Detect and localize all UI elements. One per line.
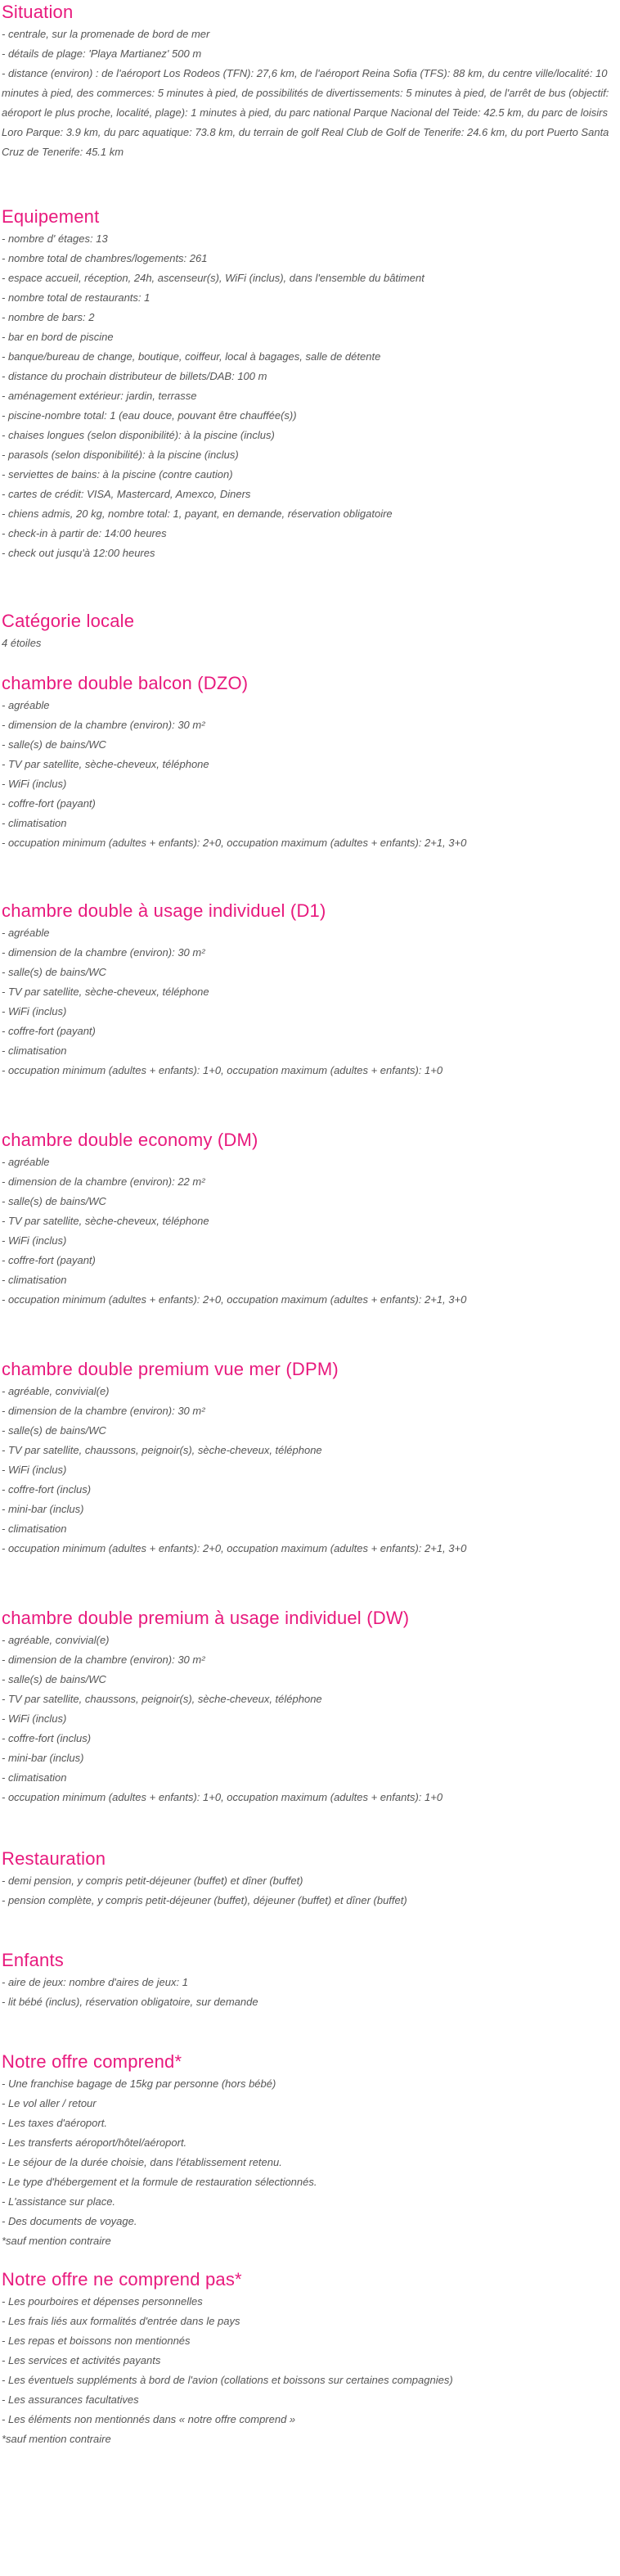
- list-item: - dimension de la chambre (environ): 22 m²: [2, 1175, 205, 1188]
- list-item: - TV par satellite, chaussons, peignoir(s), sèche-cheveux, téléphone: [2, 1444, 322, 1456]
- list-item: - mini-bar (inclus): [2, 1752, 84, 1764]
- restauration-list: [2, 1871, 620, 1911]
- section-title-equipement: Equipement: [2, 206, 100, 227]
- enfants-list: [2, 1973, 620, 2012]
- list-item: - climatisation: [2, 1044, 67, 1057]
- dw-list: [2, 1631, 620, 1807]
- dpm-list: [2, 1382, 620, 1559]
- list-item: - L'assistance sur place.: [2, 2195, 116, 2208]
- list-item: - nombre total de chambres/logements: 261: [2, 252, 208, 264]
- dzo-list: [2, 696, 620, 853]
- list-item: - salle(s) de bains/WC: [2, 1195, 106, 1207]
- list-item: - Les taxes d'aéroport.: [2, 2117, 107, 2129]
- list-item: - cartes de crédit: VISA, Mastercard, Amexco, Diners: [2, 488, 251, 500]
- list-item: - occupation minimum (adultes + enfants): 2+0, occupation maximum (adultes + enfants): 2+1, 3+0: [2, 837, 467, 849]
- section-room-dw: [2, 1606, 620, 1807]
- list-item: - TV par satellite, sèche-cheveux, téléphone: [2, 1215, 209, 1227]
- list-item: - climatisation: [2, 1523, 67, 1535]
- list-item: - occupation minimum (adultes + enfants): 2+0, occupation maximum (adultes + enfants): 2+1, 3+0: [2, 1293, 467, 1306]
- section-title-categorie: Catégorie locale: [2, 611, 135, 631]
- list-item: - chiens admis, 20 kg, nombre total: 1, payant, en demande, réservation obligatoire: [2, 508, 393, 520]
- list-item: - Les repas et boissons non mentionnés: [2, 2335, 191, 2347]
- list-item: *sauf mention contraire: [2, 2235, 111, 2247]
- section-offre-ne-comprend: [2, 2267, 620, 2449]
- comprend-list: [2, 2074, 620, 2251]
- list-item: - occupation minimum (adultes + enfants): 2+0, occupation maximum (adultes + enfants): 2+1, 3+0: [2, 1542, 467, 1554]
- list-item: - demi pension, y compris petit-déjeuner (buffet) et dîner (buffet): [2, 1874, 303, 1887]
- list-item: - dimension de la chambre (environ): 30 m²: [2, 719, 205, 731]
- list-item: - Les frais liés aux formalités d'entrée dans le pays: [2, 2315, 240, 2327]
- list-item: - nombre de bars: 2: [2, 311, 95, 323]
- list-item: - piscine-nombre total: 1 (eau douce, pouvant être chauffée(s)): [2, 409, 297, 422]
- list-item: - Des documents de voyage.: [2, 2215, 137, 2227]
- equipement-list: [2, 229, 620, 563]
- list-item: - coffre-fort (payant): [2, 797, 96, 810]
- list-item: - centrale, sur la promenade de bord de mer: [2, 28, 210, 40]
- section-situation: [2, 0, 620, 162]
- list-item: - agréable: [2, 927, 50, 939]
- list-item: - WiFi (inclus): [2, 1005, 67, 1017]
- section-title-enfants: Enfants: [2, 1950, 65, 1970]
- list-item: - serviettes de bains: à la piscine (contre caution): [2, 468, 233, 480]
- d1-list: [2, 923, 620, 1080]
- section-title-dm: chambre double economy (DM): [2, 1130, 258, 1150]
- list-item: - occupation minimum (adultes + enfants): 1+0, occupation maximum (adultes + enfants): 1+0: [2, 1064, 443, 1076]
- section-title-d1: chambre double à usage individuel (D1): [2, 900, 326, 921]
- situation-distance: - distance (environ) : de l'aéroport Los Rodeos (TFN): 27,6 km, de l'aéroport Reina Sofia (TFS): 88 km, du centre ville/localité: 10 minutes à pied, des commerces: 5 minutes à pied, de possibilités de divertissements: 5 minutes à pied, de l'arrêt de bus (objectif: aéroport le plus proche, localité, plage): 1 minutes à pied, du parc national Parque Nacional del Teide: 42.5 km, du parc de loisirs Loro Parque: 3.9 km, du parc aquatique: 73.8 km, du terrain de golf Real Club de Golf de Tenerife: 24.6 km, du port Puerto Santa Cruz de Tenerife: 45.1 km: [2, 67, 609, 158]
- list-item: - WiFi (inclus): [2, 1464, 67, 1476]
- section-title-ne-comprend: Notre offre ne comprend pas*: [2, 2269, 242, 2290]
- section-categorie: [2, 609, 620, 653]
- section-title-situation: Situation: [2, 2, 74, 22]
- list-item: - salle(s) de bains/WC: [2, 1424, 106, 1437]
- list-item: - espace accueil, réception, 24h, ascenseur(s), WiFi (inclus), dans l'ensemble du bâtiment: [2, 272, 425, 284]
- ne-comprend-list: [2, 2292, 620, 2449]
- list-item: - mini-bar (inclus): [2, 1503, 84, 1515]
- list-item: - parasols (selon disponibilité): à la piscine (inclus): [2, 449, 239, 461]
- list-item: - dimension de la chambre (environ): 30 m²: [2, 946, 205, 959]
- list-item: - coffre-fort (inclus): [2, 1732, 92, 1744]
- list-item: - agréable, convivial(e): [2, 1634, 110, 1646]
- list-item: - Le vol aller / retour: [2, 2097, 97, 2109]
- section-room-d1: [2, 899, 620, 1080]
- list-item: - coffre-fort (payant): [2, 1254, 96, 1266]
- list-item: - Les éléments non mentionnés dans « notre offre comprend »: [2, 2413, 296, 2425]
- list-item: - Les éventuels suppléments à bord de l'avion (collations et boissons sur certaines compagnies): [2, 2374, 453, 2386]
- categorie-list: [2, 634, 620, 653]
- section-room-dm: [2, 1128, 620, 1310]
- section-title-dw: chambre double premium à usage individuel (DW): [2, 1608, 410, 1628]
- situation-list: [2, 25, 620, 64]
- list-item: - coffre-fort (payant): [2, 1025, 96, 1037]
- list-item: - TV par satellite, chaussons, peignoir(s), sèche-cheveux, téléphone: [2, 1693, 322, 1705]
- list-item: - Les assurances facultatives: [2, 2393, 139, 2406]
- list-item: - climatisation: [2, 1771, 67, 1784]
- list-item: - occupation minimum (adultes + enfants): 1+0, occupation maximum (adultes + enfants): 1+0: [2, 1791, 443, 1803]
- list-item: - pension complète, y compris petit-déjeuner (buffet), déjeuner (buffet) et dîner (buffet): [2, 1894, 407, 1906]
- list-item: - Le type d'hébergement et la formule de restauration sélectionnés.: [2, 2176, 317, 2188]
- list-item: - check-in à partir de: 14:00 heures: [2, 527, 167, 539]
- list-item: - agréable: [2, 1156, 50, 1168]
- list-item: - coffre-fort (inclus): [2, 1483, 92, 1496]
- list-item: - dimension de la chambre (environ): 30 m²: [2, 1405, 205, 1417]
- list-item: - WiFi (inclus): [2, 1712, 67, 1725]
- list-item: - TV par satellite, sèche-cheveux, téléphone: [2, 986, 209, 998]
- list-item: 4 étoiles: [2, 637, 42, 649]
- list-item: - détails de plage: 'Playa Martianez' 500 m: [2, 47, 202, 60]
- list-item: - Une franchise bagage de 15kg par personne (hors bébé): [2, 2077, 276, 2090]
- section-room-dzo: [2, 671, 620, 853]
- list-item: - climatisation: [2, 817, 67, 829]
- list-item: - check out jusqu'à 12:00 heures: [2, 547, 155, 559]
- list-item: - dimension de la chambre (environ): 30 m²: [2, 1653, 205, 1666]
- section-title-dpm: chambre double premium vue mer (DPM): [2, 1359, 339, 1379]
- list-item: - aire de jeux: nombre d'aires de jeux: 1: [2, 1976, 188, 1988]
- list-item: - banque/bureau de change, boutique, coiffeur, local à bagages, salle de détente: [2, 350, 381, 363]
- list-item: - aménagement extérieur: jardin, terrasse: [2, 390, 197, 402]
- section-title-restauration: Restauration: [2, 1848, 106, 1869]
- list-item: - salle(s) de bains/WC: [2, 1673, 106, 1685]
- section-enfants: [2, 1948, 620, 2012]
- list-item: - agréable, convivial(e): [2, 1385, 110, 1397]
- dm-list: [2, 1153, 620, 1310]
- list-item: - climatisation: [2, 1274, 67, 1286]
- list-item: - bar en bord de piscine: [2, 331, 114, 343]
- list-item: *sauf mention contraire: [2, 2433, 111, 2445]
- list-item: - nombre d' étages: 13: [2, 232, 108, 245]
- list-item: - nombre total de restaurants: 1: [2, 291, 151, 304]
- list-item: - lit bébé (inclus), réservation obligatoire, sur demande: [2, 1996, 258, 2008]
- section-room-dpm: [2, 1357, 620, 1559]
- section-title-dzo: chambre double balcon (DZO): [2, 673, 249, 693]
- list-item: - distance du prochain distributeur de billets/DAB: 100 m: [2, 370, 267, 382]
- list-item: - Les pourboires et dépenses personnelles: [2, 2295, 203, 2308]
- list-item: - chaises longues (selon disponibilité): à la piscine (inclus): [2, 429, 275, 441]
- list-item: - Les transferts aéroport/hôtel/aéroport.: [2, 2136, 187, 2149]
- section-offre-comprend: [2, 2050, 620, 2251]
- list-item: - Le séjour de la durée choisie, dans l'établissement retenu.: [2, 2156, 282, 2168]
- section-equipement: [2, 205, 620, 563]
- list-item: - Les services et activités payants: [2, 2354, 161, 2366]
- list-item: - WiFi (inclus): [2, 778, 67, 790]
- list-item: - WiFi (inclus): [2, 1234, 67, 1247]
- list-item: - salle(s) de bains/WC: [2, 738, 106, 751]
- section-restauration: [2, 1847, 620, 1911]
- list-item: - salle(s) de bains/WC: [2, 966, 106, 978]
- list-item: - TV par satellite, sèche-cheveux, téléphone: [2, 758, 209, 770]
- list-item: - agréable: [2, 699, 50, 711]
- section-title-comprend: Notre offre comprend*: [2, 2051, 182, 2072]
